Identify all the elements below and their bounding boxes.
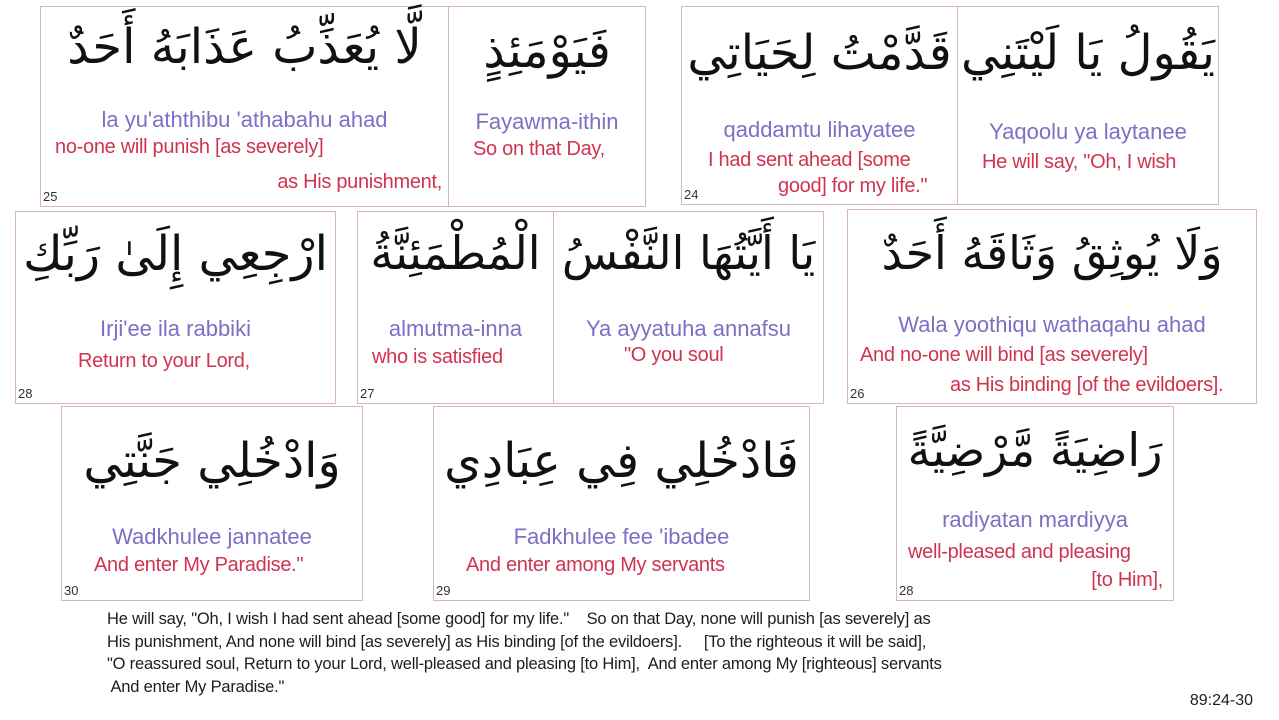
segment-almutmainna <box>358 212 553 403</box>
arabic-text: فَيَوْمَئِذٍ <box>483 23 611 79</box>
verse-card-26 <box>847 209 1257 404</box>
surah-reference: 89:24-30 <box>1189 692 1253 709</box>
verse-number: 24 <box>684 187 699 202</box>
verse-number: 28 <box>899 583 914 598</box>
arabic-text: وَادْخُلِي جَنَّتِي <box>83 433 341 489</box>
translation-line: who is satisfied <box>372 346 503 368</box>
translation-line: good] for my life." <box>778 175 928 197</box>
verse-number: 28 <box>18 386 33 401</box>
verse-number: 27 <box>360 386 375 401</box>
verse-card-29 <box>433 406 810 601</box>
verse-card-24 <box>681 6 1219 205</box>
transliteration: Ya ayyatuha annafsu <box>585 316 792 341</box>
arabic-text: قَدَّمْتُ لِحَيَاتِي <box>687 25 952 81</box>
full-translation <box>107 608 1167 698</box>
translation-line: [to Him], <box>1091 569 1163 591</box>
translation-line: I had sent ahead [some <box>708 149 911 171</box>
verse-number: 30 <box>64 583 79 598</box>
segment-qaddamtu <box>682 7 957 204</box>
translation-line: no-one will punish [as severely] <box>55 136 324 158</box>
transliteration: Yaqoolu ya laytanee <box>989 119 1187 144</box>
transliteration: Irji'ee ila rabbiki <box>100 316 251 341</box>
verse-number: 29 <box>436 583 451 598</box>
summary-line: His punishment, And none will bind [as severely] as His binding [of the evildoers]. [To the righteous it will be said], <box>107 632 927 651</box>
arabic-text: يَا أَيَّتُهَا النَّفْسُ <box>561 226 816 280</box>
arabic-text: رَاضِيَةً مَّرْضِيَّةً <box>907 423 1163 477</box>
arabic-text: وَلَا يُوثِقُ وَثَاقَهُ أَحَدٌ <box>881 226 1223 280</box>
arabic-text: ارْجِعِي إِلَىٰ رَبِّكِ <box>23 226 328 282</box>
translation-line: So on that Day, <box>473 138 605 160</box>
arabic-text: الْمُطْمَئِنَّةُ <box>370 226 541 280</box>
summary-line: He will say, "Oh, I wish I had sent ahead [some good] for my life." So on that Day, none will punish [as severely] as <box>107 610 931 628</box>
transliteration: la yu'aththibu 'athabahu ahad <box>101 107 388 132</box>
transliteration: almutma-inna <box>388 316 523 341</box>
translation-line: And no-one will bind [as severely] <box>860 344 1148 366</box>
transliteration: Fadkhulee fee 'ibadee <box>513 524 730 549</box>
verse-card-25 <box>40 6 646 207</box>
transliteration: radiyatan mardiyya <box>942 507 1128 532</box>
segment-la-yuaththibu <box>41 7 448 206</box>
translation-line: Return to your Lord, <box>78 350 250 372</box>
transliteration: qaddamtu lihayatee <box>723 117 916 142</box>
verse-number: 26 <box>850 386 865 401</box>
transliteration: Wala yoothiqu wathaqahu ahad <box>898 312 1206 337</box>
translation-line: He will say, "Oh, I wish <box>982 151 1177 173</box>
verse-card-30 <box>61 406 363 601</box>
arabic-text: فَادْخُلِي فِي عِبَادِي <box>444 433 799 489</box>
arabic-text: لَّا يُعَذِّبُ عَذَابَهُ أَحَدٌ <box>67 19 422 75</box>
translation-line: well-pleased and pleasing <box>908 541 1131 563</box>
verse-card-28-irjiee <box>15 211 336 404</box>
segment-ya-ayyatuha <box>553 212 823 403</box>
transliteration: Fayawma-ithin <box>475 109 619 134</box>
translation-line: as His binding [of the evildoers]. <box>950 374 1224 396</box>
translation-line: "O you soul <box>624 344 724 366</box>
transliteration: Wadkhulee jannatee <box>112 524 312 549</box>
segment-yaqoolu <box>957 7 1218 204</box>
verse-card-28-radiyatan <box>896 406 1174 601</box>
verse-card-27 <box>357 211 824 404</box>
translation-line: And enter among My servants <box>466 554 725 576</box>
translation-line: And enter My Paradise." <box>94 554 304 576</box>
summary-line: And enter My Paradise." <box>107 677 285 696</box>
translation-line: as His punishment, <box>277 171 442 193</box>
segment-fayawmaithin <box>448 7 645 206</box>
summary-line: "O reassured soul, Return to your Lord, well-pleased and pleasing [to Him], And enter among My [righteous] servants <box>107 655 942 673</box>
verse-number: 25 <box>43 189 58 204</box>
arabic-text: يَقُولُ يَا لَيْتَنِي <box>961 25 1215 81</box>
